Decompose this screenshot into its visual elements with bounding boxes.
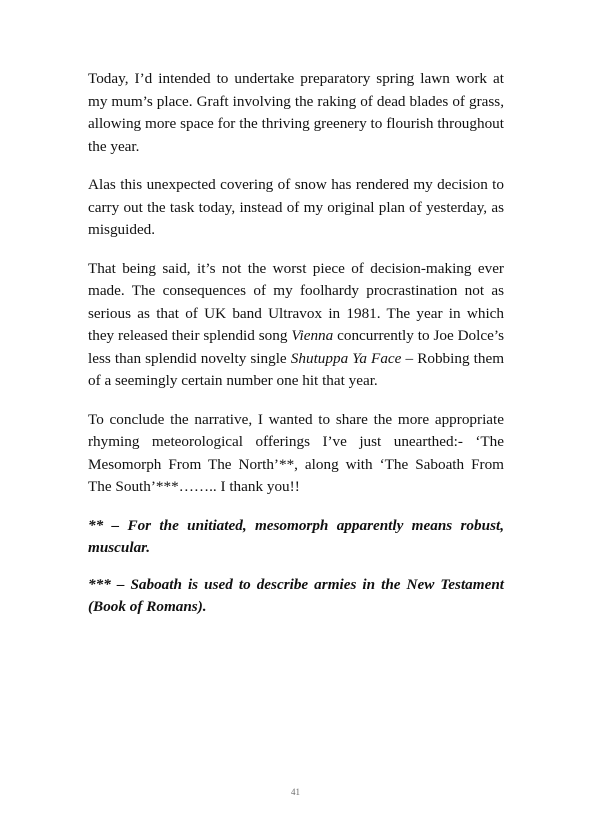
page-body (88, 68, 504, 633)
paragraph-ultravox (88, 258, 504, 393)
paragraph-ultravox-text-1: That being said, it’s not the worst piece of decision-making ever made. The consequences of my foolhardy procrastination not as serious as that of UK band Ultravox in 1981. The year in which they released their splendid song (88, 259, 504, 344)
paragraph-conclusion: To conclude the narrative, I wanted to share the more appropriate rhyming meteorological offerings I’ve just unearthed:- ‘The Mesomorph From The North’**, along with ‘The Saboath From The South’***…….. I thank you!! (88, 410, 504, 495)
paragraph-lawn-work: Today, I’d intended to undertake preparatory spring lawn work at my mum’s place. Graft involving the raking of dead blades of grass, allowing more space for the thriving greenery to flourish throughout the year. (88, 70, 504, 155)
paragraph-snow: Alas this unexpected covering of snow has rendered my decision to carry out the task today, instead of my original plan of yesterday, as misguided. (88, 176, 504, 238)
song-title-vienna: Vienna (291, 327, 334, 344)
paragraph-ultravox-text-2: concurrently to Joe Dolce’s less than splendid novelty single (88, 327, 504, 367)
page-number: 41 (291, 787, 300, 797)
single-title-shutuppa: Shutuppa Ya Face (290, 349, 402, 367)
footnote-mesomorph: ** – For the unitiated, mesomorph apparently means robust, muscular. (88, 516, 504, 556)
footnote-saboath: *** – Saboath is used to describe armies in the New Testament (Book of Romans). (88, 575, 504, 615)
paragraph-ultravox-text-3: – Robbing them of a seemingly certain number one hit that year. (88, 349, 505, 389)
